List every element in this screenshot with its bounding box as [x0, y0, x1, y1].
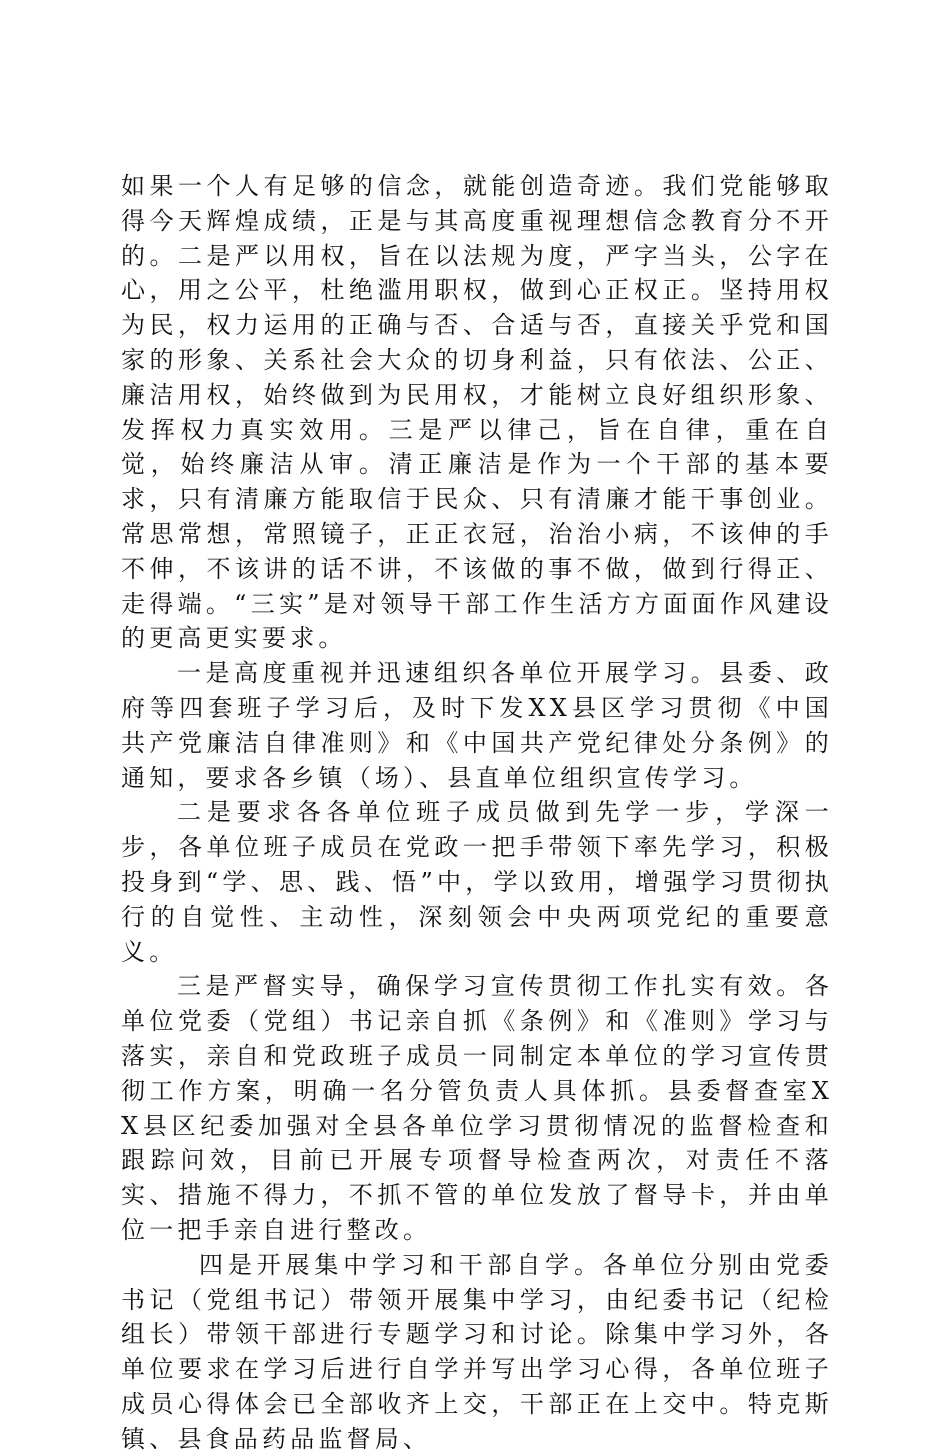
- paragraph-3: 二是要求各各单位班子成员做到先学一步，学深一步，各单位班子成员在党政一把手带领下率先学习，积极投身到“学、思、践、悟”中，学以致用，增强学习贯彻执行的自觉性、主动性，深刻领会中央两项党纪的重要意义。: [121, 798, 833, 966]
- paragraph-5: 四是开展集中学习和干部自学。各单位分别由党委书记（党组书记）带领开展集中学习，由纪委书记（纪检组长）带领干部进行专题学习和讨论。除集中学习外，各单位要求在学习后进行自学并写出学习心得，各单位班子成员心得体会已全部收齐上交，干部正在上交中。特克斯镇、县食品药品监督局、: [121, 1250, 833, 1453]
- document-body: [121, 169, 833, 1456]
- paragraph-1: 如果一个人有足够的信念，就能创造奇迹。我们党能够取得今天辉煌成绩，正是与其高度重视理想信念教育分不开的。二是严以用权，旨在以法规为度，严字当头，公字在心，用之公平，杜绝滥用职权，做到心正权正。坚持用权为民，权力运用的正确与否、合适与否，直接关乎党和国家的形象、关系社会大众的切身利益，只有依法、公正、廉洁用权，始终做到为民用权，才能树立良好组织形象、发挥权力真实效用。三是严以律己，旨在自律，重在自觉，始终廉洁从审。清正廉洁是作为一个干部的基本要求，只有清廉方能取信于民众、只有清廉才能干事创业。常思常想，常照镜子，正正衣冠，治治小病，不该伸的手不伸，不该讲的话不讲，不该做的事不做，做到行得正、走得端。“三实”是对领导干部工作生活方方面面作风建设的更高更实要求。: [121, 172, 833, 653]
- paragraph-2: 一是高度重视并迅速组织各单位开展学习。县委、政府等四套班子学习后，及时下发XX县区学习贯彻《中国共产党廉洁自律准则》和《中国共产党纪律处分条例》的通知，要求各乡镇（场）、县直单位组织宣传学习。: [121, 659, 833, 792]
- paragraph-4: 三是严督实导，确保学习宣传贯彻工作扎实有效。各单位党委（党组）书记亲自抓《条例》和《准则》学习与落实，亲自和党政班子成员一同制定本单位的学习宣传贯彻工作方案，明确一名分管负责人具体抓。县委督查室XX县区纪委加强对全县各单位学习贯彻情况的监督检查和跟踪问效，目前已开展专项督导检查两次，对责任不落实、措施不得力，不抓不管的单位发放了督导卡，并由单位一把手亲自进行整改。: [121, 972, 833, 1244]
